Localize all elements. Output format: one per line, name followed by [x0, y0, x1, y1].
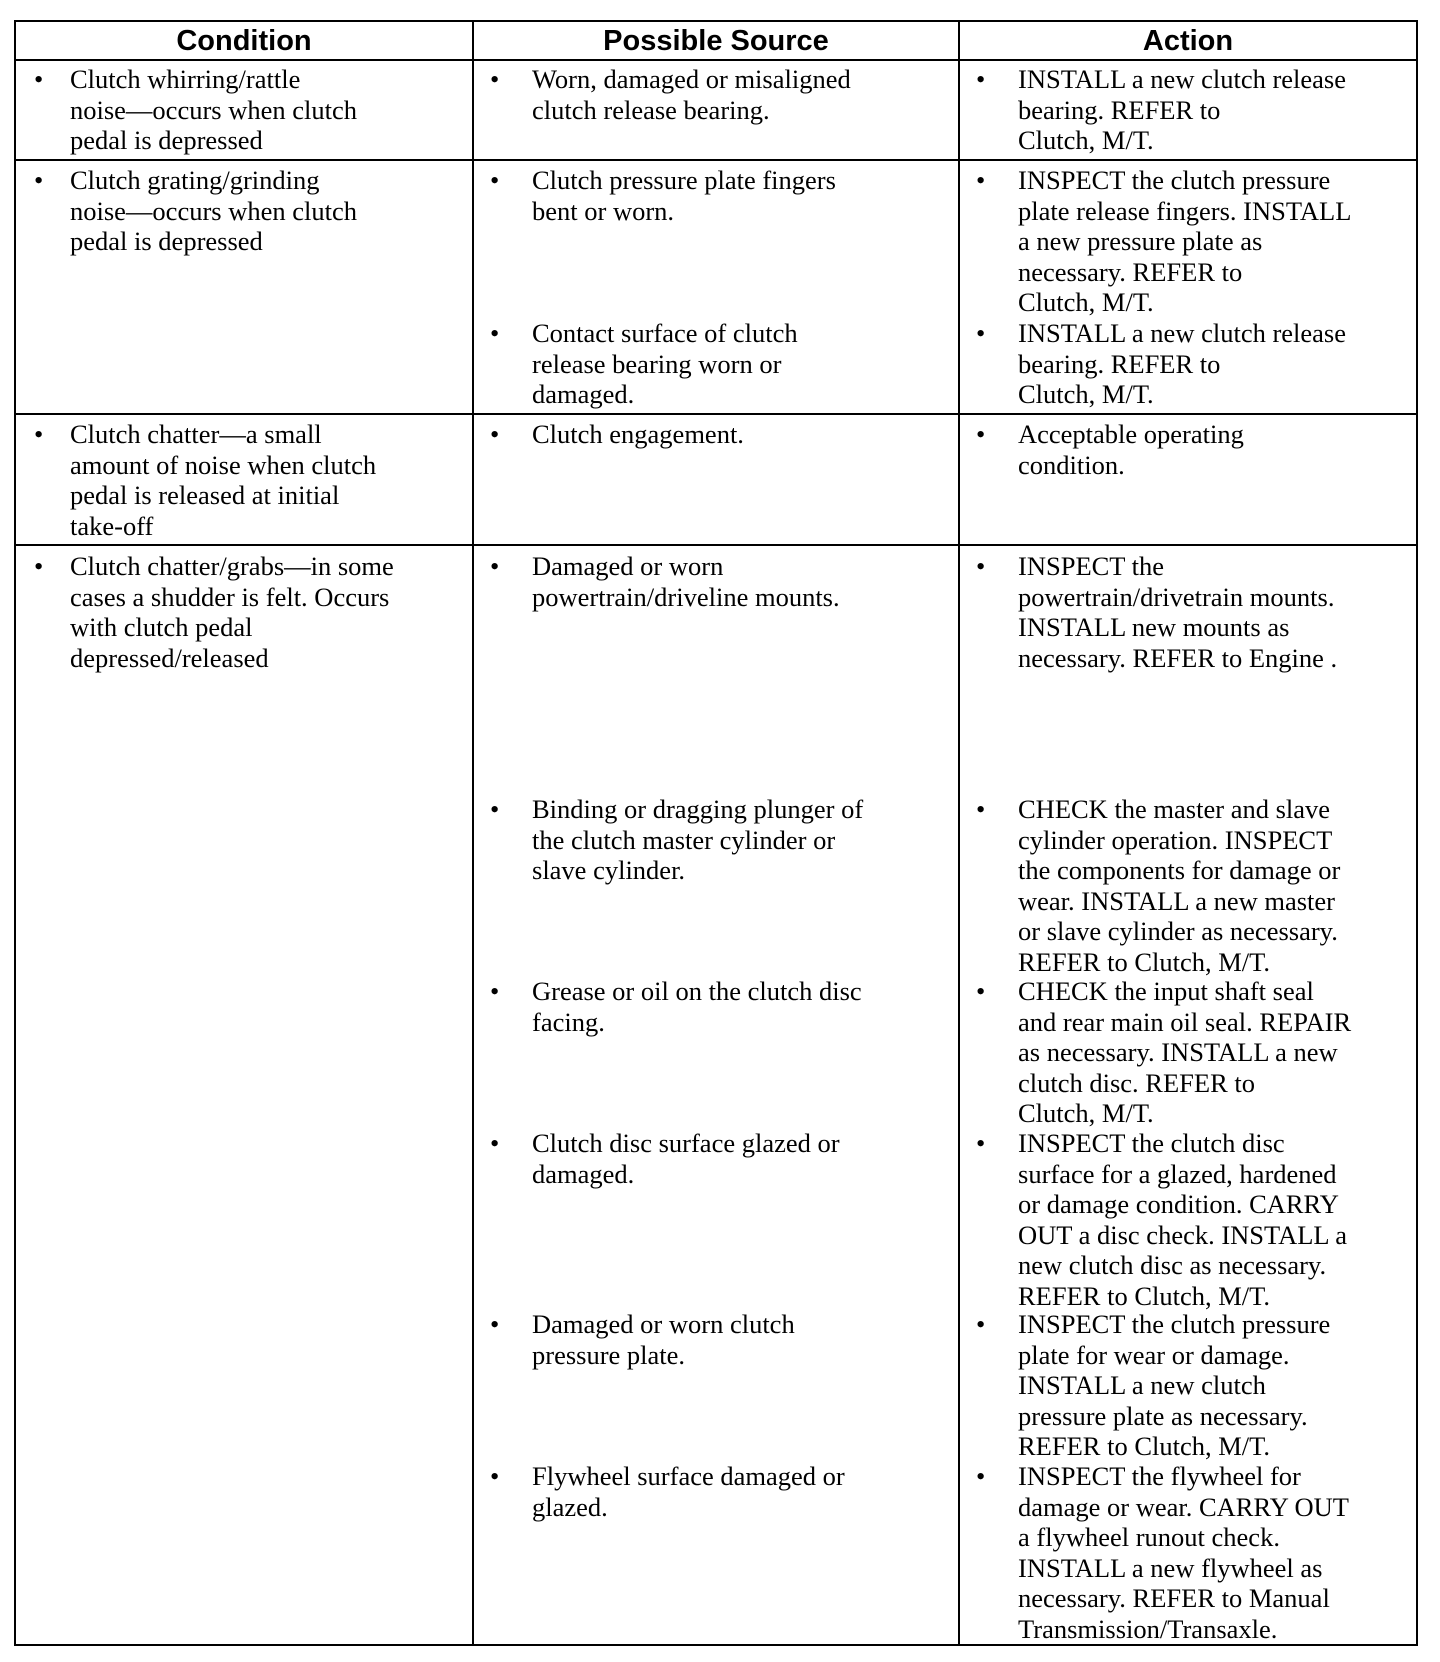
bullet: •	[976, 165, 986, 195]
bullet: •	[490, 551, 500, 581]
bullet: •	[34, 419, 44, 449]
source-text: Contact surface of clutch release bearing worn or damaged.	[532, 318, 798, 409]
action-text: INSPECT the powertrain/drivetrain mounts. INSTALL new mounts as necessary. REFER to Engine .	[1018, 551, 1338, 673]
diagnosis-table	[14, 20, 1418, 1646]
bullet: •	[976, 551, 986, 581]
action-text: INSPECT the clutch disc surface for a glazed, hardened or damage condition. CARRY OUT a disc check. INSTALL a new clutch disc as necessary. REFER to Clutch, M/T.	[1018, 1128, 1348, 1311]
row-divider	[16, 544, 1416, 546]
bullet: •	[976, 1128, 986, 1158]
bullet: •	[976, 419, 986, 449]
action-text: INSTALL a new clutch release bearing. REFER to Clutch, M/T.	[1018, 318, 1347, 409]
bullet: •	[976, 64, 986, 94]
source-text: Worn, damaged or misaligned clutch release bearing.	[532, 64, 851, 125]
bullet: •	[34, 64, 44, 94]
source-text: Damaged or worn clutch pressure plate.	[532, 1309, 795, 1370]
bullet: •	[976, 1461, 986, 1491]
condition-text: Clutch grating/grinding noise—occurs when clutch pedal is depressed	[70, 165, 357, 256]
condition-text: Clutch chatter/grabs—in some cases a shudder is felt. Occurs with clutch pedal depressed/released	[70, 551, 394, 673]
bullet: •	[490, 976, 500, 1006]
source-text: Flywheel surface damaged or glazed.	[532, 1461, 845, 1522]
source-text: Grease or oil on the clutch disc facing.	[532, 976, 862, 1037]
header-action: Action	[1142, 25, 1234, 57]
bullet: •	[490, 64, 500, 94]
action-text: INSTALL a new clutch release bearing. REFER to Clutch, M/T.	[1018, 64, 1347, 155]
source-text: Clutch engagement.	[532, 419, 744, 449]
bullet: •	[34, 165, 44, 195]
column-divider	[472, 22, 474, 1644]
bullet: •	[490, 318, 500, 348]
row-divider	[16, 159, 1416, 161]
bullet: •	[34, 551, 44, 581]
action-text: INSPECT the clutch pressure plate release fingers. INSTALL a new pressure plate as necessary. REFER to Clutch, M/T.	[1018, 165, 1352, 317]
bullet: •	[490, 165, 500, 195]
row-divider	[16, 413, 1416, 415]
condition-text: Clutch chatter—a small amount of noise when clutch pedal is released at initial take-off	[70, 419, 377, 541]
bullet: •	[976, 1309, 986, 1339]
bullet: •	[490, 1461, 500, 1491]
bullet: •	[976, 794, 986, 824]
source-text: Damaged or worn powertrain/driveline mounts.	[532, 551, 840, 612]
bullet: •	[490, 794, 500, 824]
bullet: •	[976, 318, 986, 348]
bullet: •	[490, 1128, 500, 1158]
bullet: •	[490, 1309, 500, 1339]
source-text: Binding or dragging plunger of the clutch master cylinder or slave cylinder.	[532, 794, 864, 885]
column-divider	[958, 22, 960, 1644]
source-text: Clutch disc surface glazed or damaged.	[532, 1128, 840, 1189]
header-condition: Condition	[176, 25, 312, 57]
action-text: INSPECT the flywheel for damage or wear. CARRY OUT a flywheel runout check. INSTALL a new flywheel as necessary. REFER to Manual Transmission/Transaxle.	[1018, 1461, 1349, 1644]
action-text: Acceptable operating condition.	[1018, 419, 1244, 480]
condition-text: Clutch whirring/rattle noise—occurs when clutch pedal is depressed	[70, 64, 357, 155]
source-text: Clutch pressure plate fingers bent or worn.	[532, 165, 836, 226]
bullet: •	[490, 419, 500, 449]
action-text: CHECK the master and slave cylinder operation. INSPECT the components for damage or wear. INSTALL a new master or slave cylinder as necessary. REFER to Clutch, M/T.	[1018, 794, 1341, 977]
action-text: CHECK the input shaft seal and rear main oil seal. REPAIR as necessary. INSTALL a new clutch disc. REFER to Clutch, M/T.	[1018, 976, 1352, 1128]
bullet: •	[976, 976, 986, 1006]
header-possible-source: Possible Source	[603, 25, 829, 57]
action-text: INSPECT the clutch pressure plate for wear or damage. INSTALL a new clutch pressure plate as necessary. REFER to Clutch, M/T.	[1018, 1309, 1331, 1461]
